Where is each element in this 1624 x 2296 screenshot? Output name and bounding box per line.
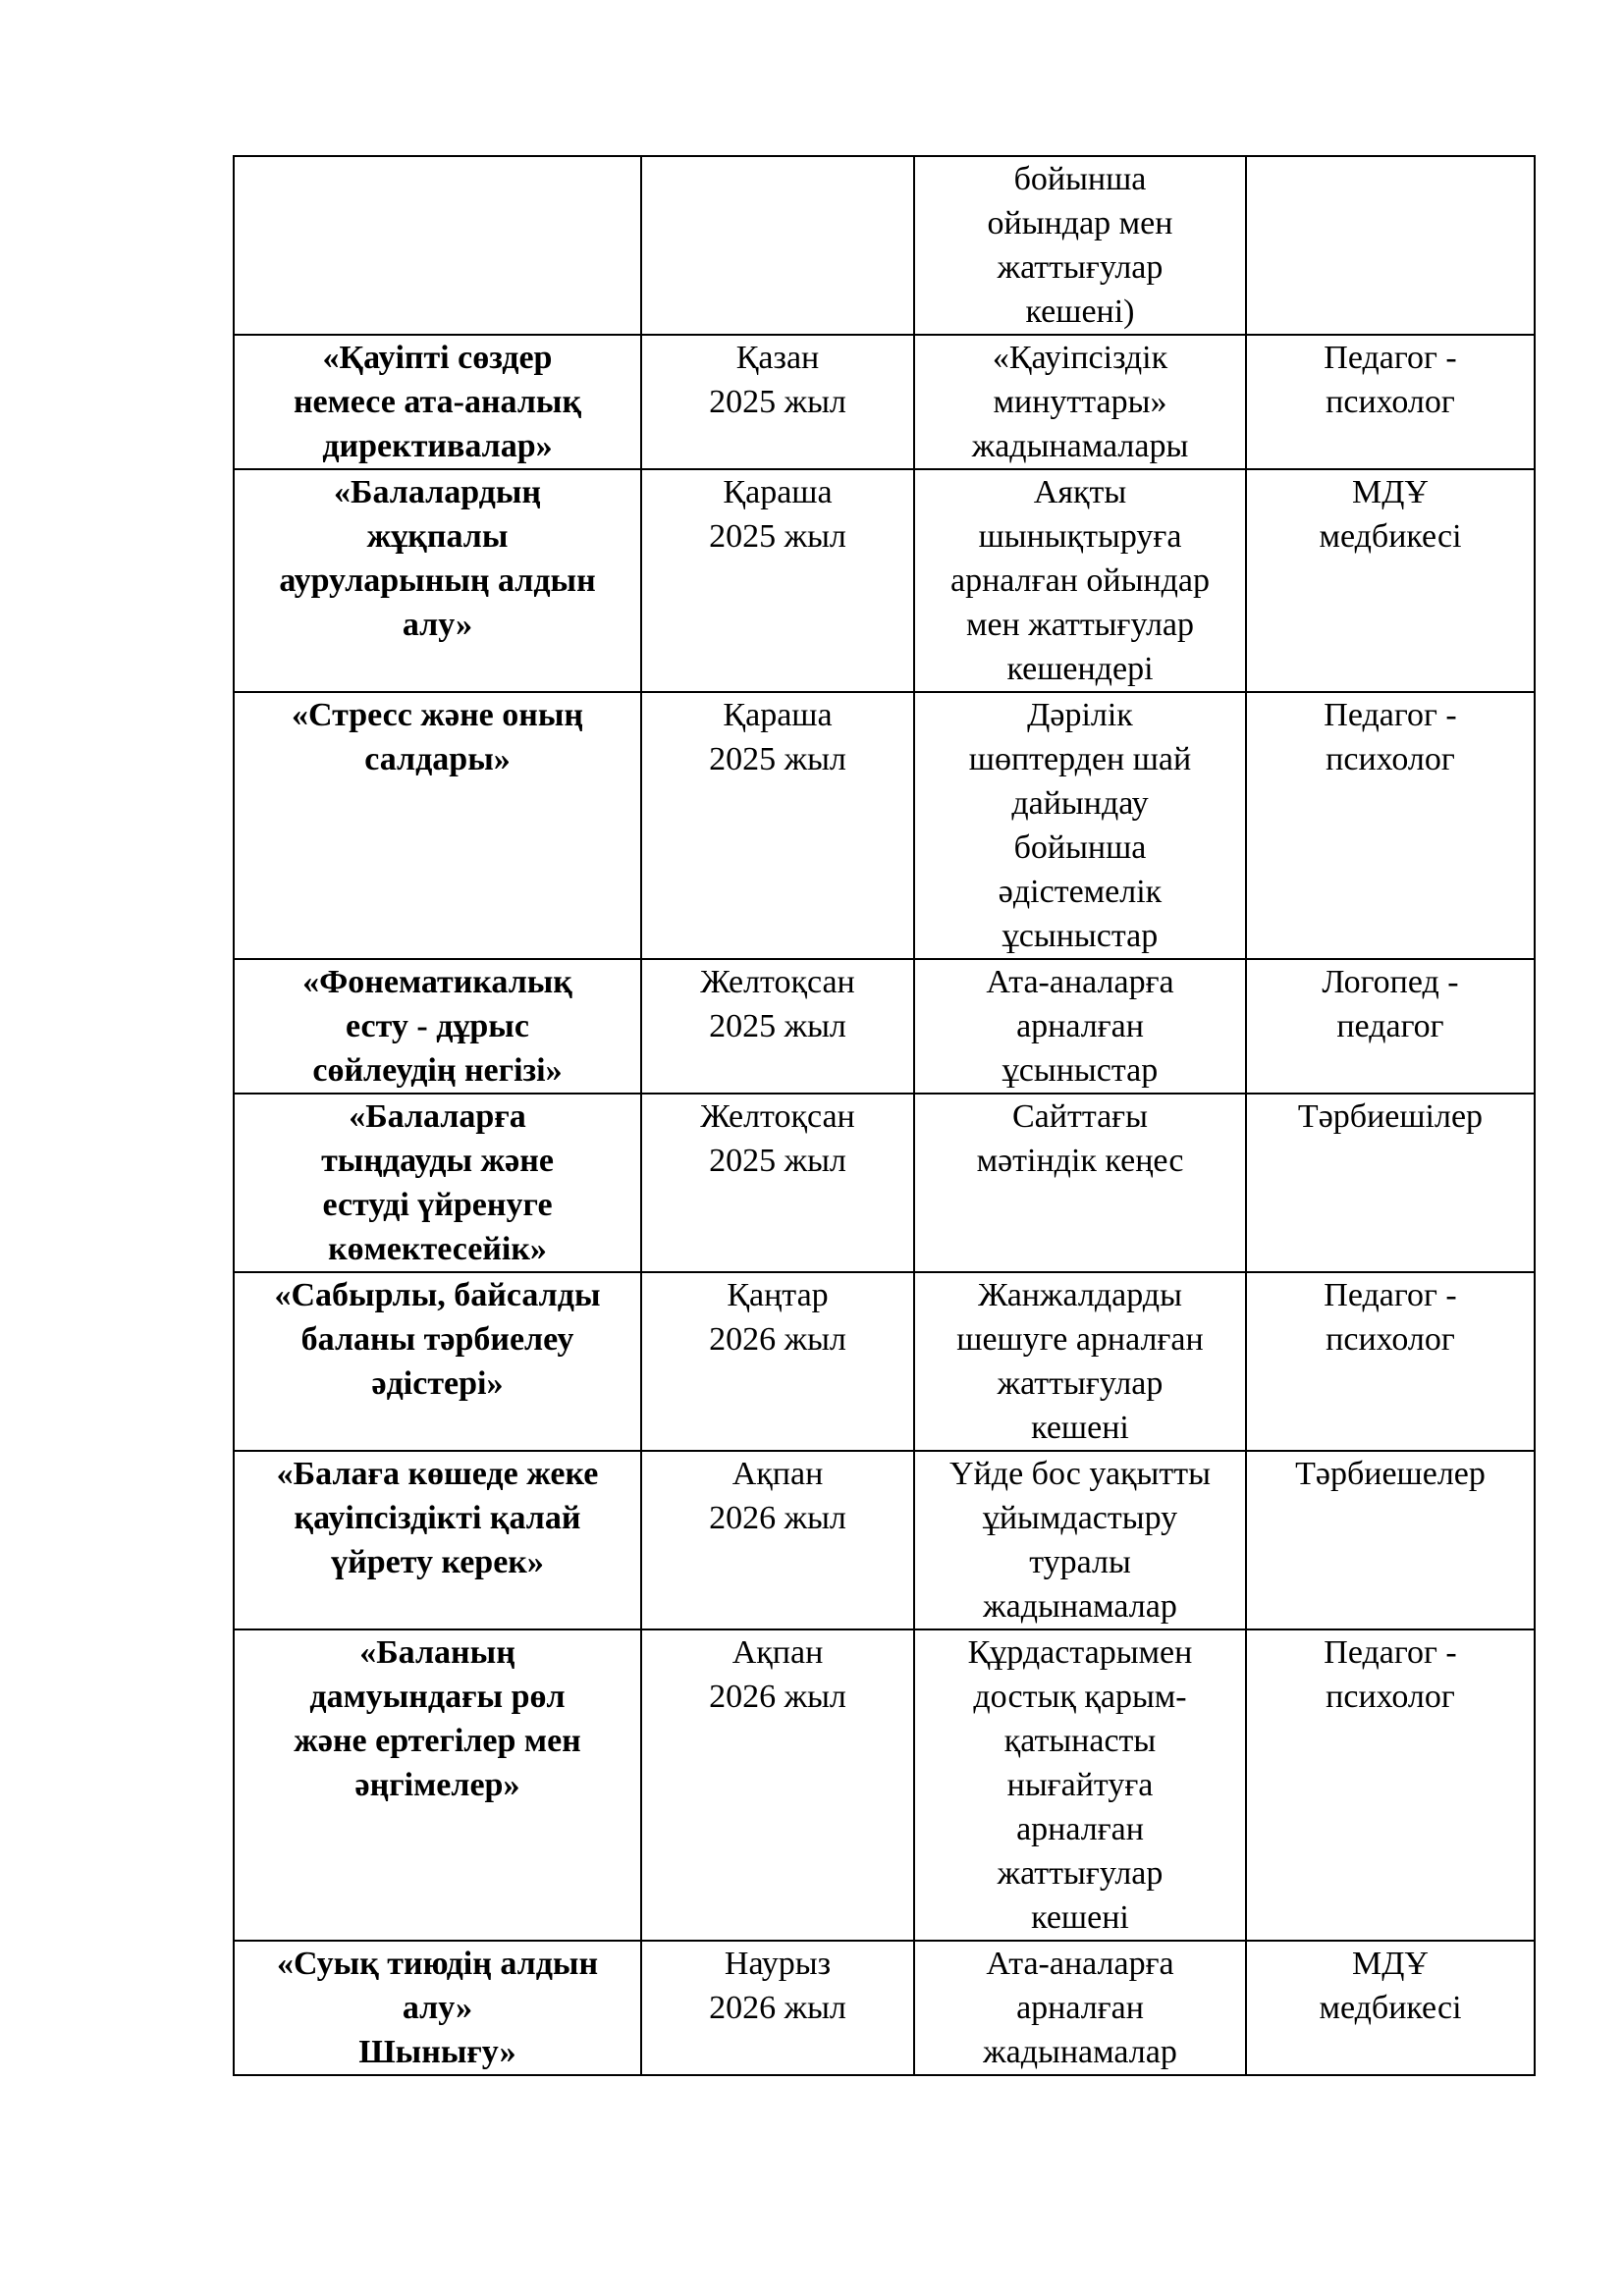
date-cell: Ақпан 2026 жыл (641, 1629, 914, 1941)
table-row (234, 692, 1535, 959)
topic-cell: «Фонематикалық есту - дұрыс сөйлеудің негізі» (234, 959, 641, 1094)
responsible-cell: Педагог - психолог (1246, 1272, 1535, 1451)
form-cell: Дәрілік шөптерден шай дайындау бойынша әдістемелік ұсыныстар (914, 692, 1246, 959)
date-cell: Қараша 2025 жыл (641, 469, 914, 692)
table-row (234, 1451, 1535, 1629)
topic-cell: «Сабырлы, байсалды баланы тәрбиелеу әдістері» (234, 1272, 641, 1451)
responsible-cell: Педагог - психолог (1246, 1629, 1535, 1941)
table-row (234, 1629, 1535, 1941)
topic-cell: «Суық тиюдің алдын алу» Шынығу» (234, 1941, 641, 2075)
table-row (234, 156, 1535, 335)
form-cell: Сайттағы мәтіндік кеңес (914, 1094, 1246, 1272)
date-cell (641, 156, 914, 335)
topic-cell (234, 156, 641, 335)
date-cell: Наурыз 2026 жыл (641, 1941, 914, 2075)
responsible-cell: МДҰ медбикесі (1246, 469, 1535, 692)
date-cell: Желтоқсан 2025 жыл (641, 959, 914, 1094)
form-cell: Үйде бос уақытты ұйымдастыру туралы жадынамалар (914, 1451, 1246, 1629)
table-row (234, 1094, 1535, 1272)
date-cell: Қаңтар 2026 жыл (641, 1272, 914, 1451)
date-cell: Қараша 2025 жыл (641, 692, 914, 959)
responsible-cell: Тәрбиешелер (1246, 1451, 1535, 1629)
topic-cell: «Стресс және оның салдары» (234, 692, 641, 959)
topic-cell: «Қауіпті сөздер немесе ата-аналық директивалар» (234, 335, 641, 469)
table-row (234, 469, 1535, 692)
form-cell: Ата-аналарға арналған жадынамалар (914, 1941, 1246, 2075)
form-cell: Ата-аналарға арналған ұсыныстар (914, 959, 1246, 1094)
table-row (234, 1941, 1535, 2075)
topic-cell: «Балаға көшеде жеке қауіпсіздікті қалай үйрету керек» (234, 1451, 641, 1629)
responsible-cell: Тәрбиешілер (1246, 1094, 1535, 1272)
responsible-cell: Педагог - психолог (1246, 692, 1535, 959)
form-cell: Жанжалдарды шешуге арналған жаттығулар кешені (914, 1272, 1246, 1451)
responsible-cell: Педагог - психолог (1246, 335, 1535, 469)
form-cell: бойынша ойындар мен жаттығулар кешені) (914, 156, 1246, 335)
topic-cell: «Балаларға тыңдауды және естуді үйренуге көмектесейік» (234, 1094, 641, 1272)
table-row (234, 1272, 1535, 1451)
topic-cell: «Баланың дамуындағы рөл және ертегілер мен әңгімелер» (234, 1629, 641, 1941)
responsible-cell: МДҰ медбикесі (1246, 1941, 1535, 2075)
plan-table (233, 155, 1536, 2076)
date-cell: Желтоқсан 2025 жыл (641, 1094, 914, 1272)
form-cell: «Қауіпсіздік минуттары» жадынамалары (914, 335, 1246, 469)
date-cell: Қазан 2025 жыл (641, 335, 914, 469)
form-cell: Құрдастарымен достық қарым- қатынасты нығайтуға арналған жаттығулар кешені (914, 1629, 1246, 1941)
responsible-cell (1246, 156, 1535, 335)
form-cell: Аяқты шынықтыруға арналған ойындар мен жаттығулар кешендері (914, 469, 1246, 692)
date-cell: Ақпан 2026 жыл (641, 1451, 914, 1629)
table-row (234, 959, 1535, 1094)
responsible-cell: Логопед - педагог (1246, 959, 1535, 1094)
topic-cell: «Балалардың жұқпалы ауруларының алдын алу» (234, 469, 641, 692)
table-row (234, 335, 1535, 469)
